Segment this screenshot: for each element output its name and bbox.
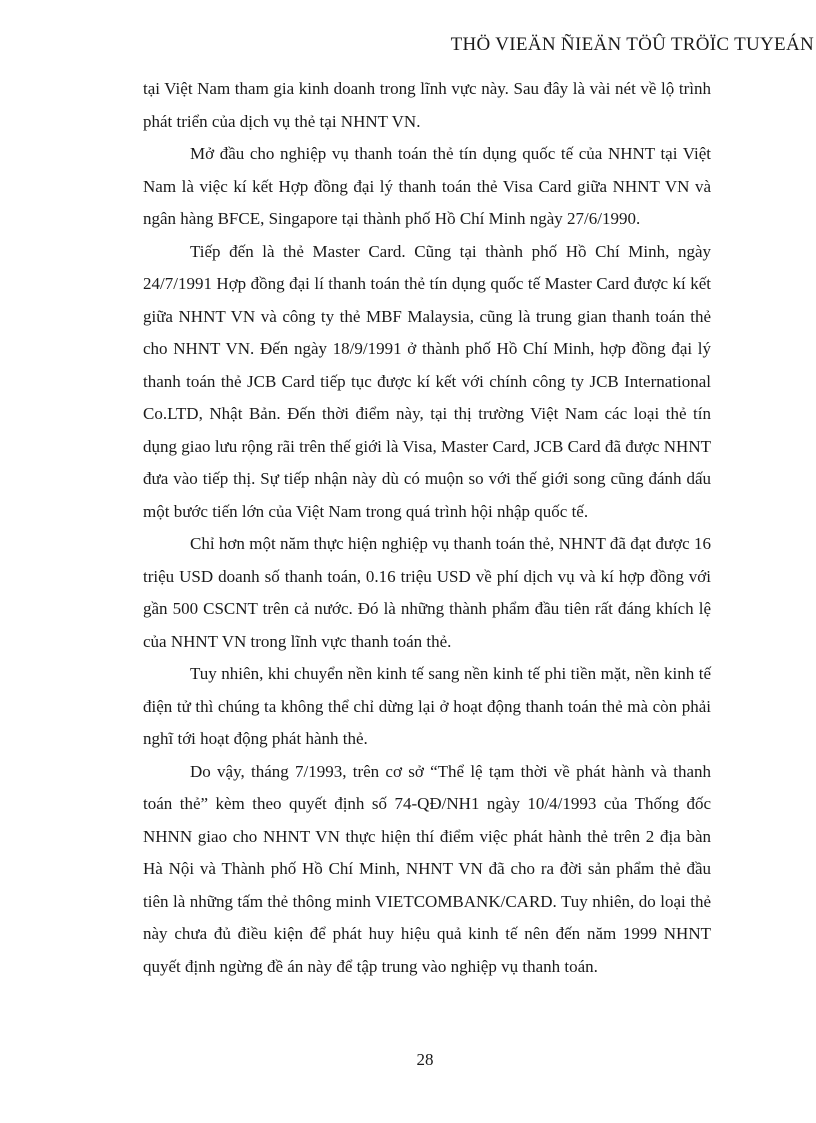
running-header: THÖ VIEÄN ÑIEÄN TÖÛ TRÖÏC TUYEÁN [450,34,814,55]
paragraph-master-card: Tiếp đến là thẻ Master Card. Cũng tại thành phố Hồ Chí Minh, ngày 24/7/1991 Hợp đồng đại lí thanh toán thẻ tín dụng quốc tế Master Card được kí kết giữa NHNT VN và công ty thẻ MBF Malaysia, cũng là trung gian thanh toán thẻ cho NHNT VN. Đến ngày 18/9/1991 ở thành phố Hồ Chí Minh, hợp đồng đại lý thanh toán thẻ JCB Card tiếp tục được kí kết với chính công ty JCB International Co.LTD, Nhật Bản. Đến thời điểm này, tại thị trường Việt Nam các loại thẻ tín dụng giao lưu rộng rãi trên thế giới là Visa, Master Card, JCB Card đã được NHNT đưa vào tiếp thị. Sự tiếp nhận này dù có muộn so với thế giới song cũng đánh dấu một bước tiến lớn của Việt Nam trong quá trình hội nhập quốc tế. [143,241,711,521]
paragraph-vietcombank-card: Do vậy, tháng 7/1993, trên cơ sở “Thể lệ tạm thời về phát hành và thanh toán thẻ” kèm theo quyết định số 74-QĐ/NH1 ngày 10/4/1993 của Thống đốc NHNN giao cho NHNT VN thực hiện thí điểm việc phát hành thẻ trên 2 địa bàn Hà Nội và Thành phố Hồ Chí Minh, NHNT VN đã cho ra đời sản phẩm thẻ đầu tiên là những tấm thẻ thông minh VIETCOMBANK/CARD. Tuy nhiên, do loại thẻ này chưa đủ điều kiện để phát huy hiệu quả kinh tế nên đến năm 1999 NHNT quyết định ngừng đề án này để tập trung vào nghiệp vụ thanh toán. [143,761,711,976]
paragraph-first-year-results: Chỉ hơn một năm thực hiện nghiệp vụ thanh toán thẻ, NHNT đã đạt được 16 triệu USD doanh số thanh toán, 0.16 triệu USD về phí dịch vụ và kí hợp đồng với gần 500 CSCNT trên cả nước. Đó là những thành phẩm đầu tiên rất đáng khích lệ của NHNT VN trong lĩnh vực thanh toán thẻ. [143,534,711,651]
paragraph-continuation: tại Việt Nam tham gia kinh doanh trong lĩnh vực này. Sau đây là vài nét về lộ trình phát triển của dịch vụ thẻ tại NHNT VN. [143,79,711,131]
paragraph-visa-card: Mở đầu cho nghiệp vụ thanh toán thẻ tín dụng quốc tế của NHNT tại Việt Nam là việc kí kết Hợp đồng đại lý thanh toán thẻ Visa Card giữa NHNT VN và ngân hàng BFCE, Singapore tại thành phố Hồ Chí Minh ngày 27/6/1990. [143,144,711,228]
paragraph-card-issuing: Tuy nhiên, khi chuyển nền kinh tế sang nền kinh tế phi tiền mặt, nền kinh tế điện tử thì chúng ta không thể chỉ dừng lại ở hoạt động thanh toán thẻ mà còn phải nghĩ tới hoạt động phát hành thẻ. [143,664,711,748]
body-text [143,73,711,983]
page-number: 28 [416,1050,434,1069]
